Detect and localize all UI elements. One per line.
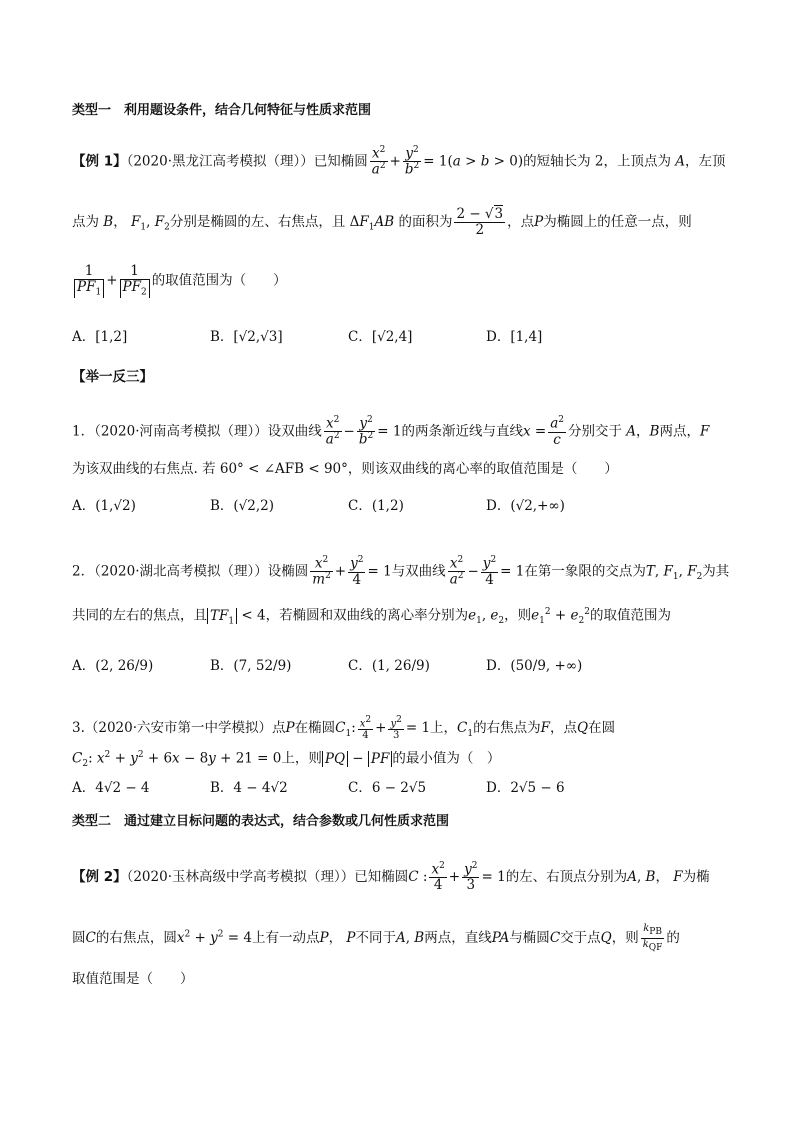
question-2-line-2: 共同的左右的焦点，且 $TF_1 < 4$，若椭圆和双曲线的离心率分别为$e_1$, $e_2$，则$e_1^2 + e_2^2$的取值范围为 [72, 607, 671, 627]
question-3-line-2: $C_2$: $x^2 + y^2 + 6x - 8y + 21 = 0$上，则 PQ − PF 的最小值为（ ） [72, 750, 501, 770]
practice-heading: 【举一反三】 [72, 369, 153, 385]
option-b[interactable]: B．(√2,2) [210, 498, 275, 514]
example-2-line-2: 圆C的右焦点，圆$x^2 + y^2 = 4$上有一动点P， P不同于A, B两点，直线PA与椭圆C交于点Q，则 $\frac{k_{PB}}{k_{QF}}$ 的 [72, 923, 680, 953]
option-d[interactable]: D．2√5 − 6 [486, 780, 565, 796]
option-c[interactable]: C．6 − 2√5 [348, 780, 427, 796]
section-heading-1: 类型一 利用题设条件，结合几何特征与性质求范围 [72, 103, 372, 118]
option-b[interactable]: B．4 − 4√2 [210, 780, 288, 796]
example-1-line-1: 【例 1】（2020·黑龙江高考模拟（理））已知椭圆 $\frac{x^2}{a^2}$ + $\frac{y^2}{b^2}$ = 1(a > b > 0)的短轴长为 2，上顶点为 A，左顶 [72, 145, 726, 178]
option-c[interactable]: C．[√2,4] [348, 329, 413, 345]
option-a[interactable]: A．[1,2] [72, 329, 128, 345]
question-1-line-1: 1．（2020·河南高考模拟（理））设双曲线 $\frac{x^2}{a^2}$ − $\frac{y^2}{b^2}$ = 1的两条渐近线与直线x = $\frac{a^2}{c}$ 分别交于 A，B两点，F [72, 415, 710, 448]
example-2-line-1: 【例 2】（2020·玉林高级中学高考模拟（理））已知椭圆C : $\frac{x^2}{4}$ + $\frac{y^2}{3}$ = 1的左、右顶点分别为A, B， F为椭 [72, 861, 710, 894]
example-1-tag: 【例 1】 [72, 153, 127, 170]
example-2-line-3: 取值范围是（ ） [72, 971, 194, 987]
question-1-line-2: 为该双曲线的右焦点. 若 60° < ∠AFB < 90°，则该双曲线的离心率的取值范围是（ ） [72, 461, 618, 477]
option-a[interactable]: A．(2, 26/9) [72, 658, 154, 674]
option-b[interactable]: B．[√2,√3] [210, 329, 283, 345]
fraction: $\frac{x^2}{a^2}$ [371, 145, 386, 178]
option-d[interactable]: D．(50/9, +∞) [486, 658, 583, 674]
example-2-tag: 【例 2】 [72, 869, 127, 886]
example-1-line-2: 点为 B， $F_1$, $F_2$分别是椭圆的左、右焦点，且 $\Delta F_1AB$ 的面积为 $\frac{2 - √3}{2}$ ，点P为椭圆上的任意一点，则 [72, 206, 692, 238]
option-c[interactable]: C．(1,2) [348, 498, 404, 514]
section-heading-2: 类型二 通过建立目标问题的表达式，结合参数或几何性质求范围 [72, 814, 450, 829]
option-c[interactable]: C．(1, 26/9) [348, 658, 430, 674]
option-d[interactable]: D．[1,4] [486, 329, 543, 345]
option-a[interactable]: A．(1,√2) [72, 498, 136, 514]
option-d[interactable]: D．(√2,+∞) [486, 498, 565, 514]
question-2-line-1: 2．（2020·湖北高考模拟（理））设椭圆 $\frac{x^2}{m^2}$ + $\frac{y^2}{4}$ = 1与双曲线 $\frac{x^2}{a^2}$ − $\frac{y^2}{4}$ = 1在第一象限的交点为T, $F_1$, $F_2$为其 [72, 555, 730, 588]
example-1-line-3: $\frac{1}{PF_1}$ + $\frac{1}{PF_2}$ 的取值范围为（ ） [72, 264, 287, 298]
option-a[interactable]: A．4√2 − 4 [72, 780, 150, 796]
question-3-line-1: 3.（2020·六安市第一中学模拟）点P在椭圆$C_1$: $\frac{x^2}{4}$ + $\frac{y^2}{3}$ = 1上，$C_1$的右焦点为F，点Q在圆 [72, 715, 616, 742]
option-b[interactable]: B．(7, 52/9) [210, 658, 292, 674]
